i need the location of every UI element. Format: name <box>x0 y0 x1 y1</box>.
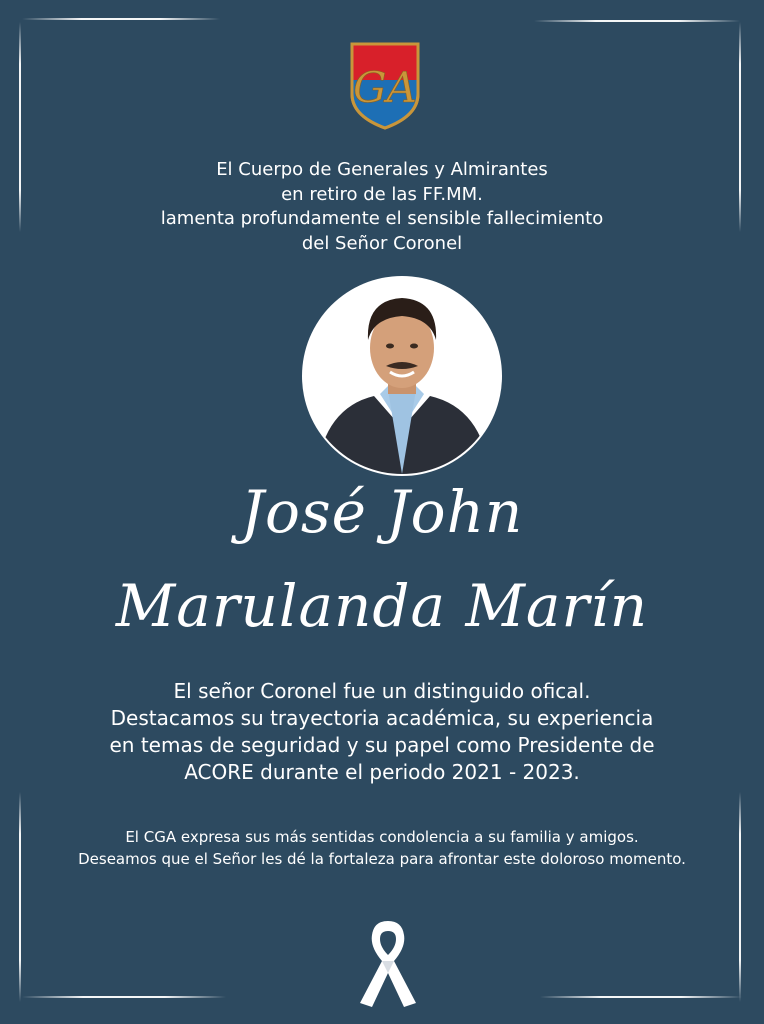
deceased-name-line1: José John <box>240 478 524 546</box>
condolence-text <box>0 826 764 870</box>
intro-line: El Cuerpo de Generales y Almirantes <box>216 159 548 180</box>
intro-line: lamenta profundamente el sensible fallecimiento <box>160 208 604 229</box>
condolence-line: El CGA expresa sus más sentidas condolencia a su familia y amigos. <box>125 828 639 846</box>
intro-line: en retiro de las FF.MM. <box>281 183 483 205</box>
cga-shield-logo <box>346 40 424 130</box>
portrait-illustration <box>304 278 500 474</box>
frame-left-lower-line <box>19 792 21 1002</box>
intro-text <box>0 158 764 256</box>
frame-bottom-left-line <box>22 996 226 998</box>
intro-line: del Señor Coronel <box>301 232 463 254</box>
bio-line: El señor Coronel fue un distinguido ofical. <box>173 679 591 703</box>
frame-bottom-right-line <box>540 996 742 998</box>
portrait-photo <box>304 278 500 474</box>
condolence-line: Deseamos que el Señor les dé la fortaleza para afrontar este doloroso momento. <box>78 850 686 868</box>
frame-top-left-line <box>22 18 220 20</box>
biography-text <box>0 678 764 786</box>
mourning-ribbon-icon <box>352 915 424 1011</box>
deceased-name-line2: Marulanda Marín <box>115 572 649 640</box>
frame-top-right-line <box>534 20 740 22</box>
logo-monogram: GA <box>353 63 417 112</box>
bio-line: Destacamos su trayectoria académica, su experiencia <box>110 706 654 730</box>
bio-line: ACORE durante el periodo 2021 - 2023. <box>184 760 580 784</box>
frame-right-lower-line <box>739 792 741 1002</box>
bio-line: en temas de seguridad y su papel como Presidente de <box>109 733 655 757</box>
